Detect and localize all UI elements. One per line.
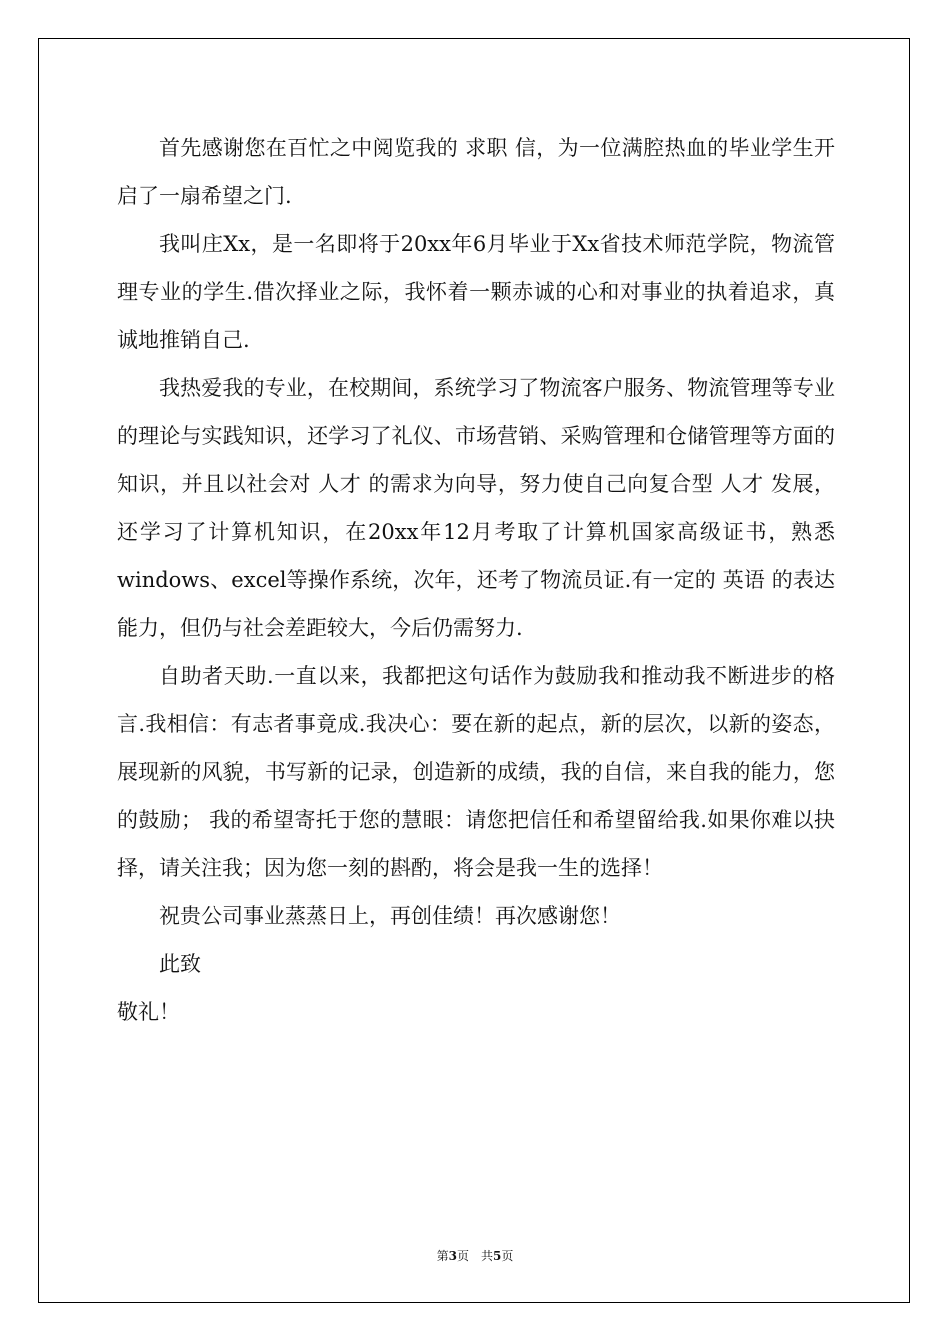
paragraph-self-introduction: 我叫庄Xx，是一名即将于20xx年6月毕业于Xx省技术师范学院，物流管理专业的学生.借次择业之际，我怀着一颗赤诚的心和对事业的执着追求，真诚地推销自己. — [117, 232, 835, 352]
closing-regards: 敬礼！ — [117, 1000, 180, 1024]
footer-total-pages: 5 — [493, 1249, 502, 1263]
page-footer — [0, 1247, 950, 1264]
paragraph-intro: 首先感谢您在百忙之中阅览我的 求职 信，为一位满腔热血的毕业学生开启了一扇希望之门. — [117, 136, 835, 208]
letter-body — [117, 124, 835, 1036]
footer-current-page: 3 — [448, 1249, 457, 1263]
footer-prefix: 第 — [436, 1249, 449, 1263]
paragraph-education: 我热爱我的专业，在校期间，系统学习了物流客户服务、物流管理等专业的理论与实践知识，还学习了礼仪、市场营销、采购管理和仓储管理等方面的知识，并且以社会对 人才 的需求为向导，努力使自己向复合型 人才 发展，还学习了计算机知识，在20xx年12月考取了计算机国家高级证书，熟悉windows、excel等操作系统，次年，还考了物流员证.有一定的 英语 的表达能力，但仍与社会差距较大，今后仍需努力. — [117, 376, 835, 640]
paragraph-wishes: 祝贵公司事业蒸蒸日上，再创佳绩！再次感谢您！ — [159, 904, 621, 928]
closing-salutation: 此致 — [159, 952, 201, 976]
footer-suffix: 页 — [501, 1249, 514, 1263]
footer-mid: 页 共 — [456, 1249, 493, 1263]
paragraph-motto: 自助者天助.一直以来，我都把这句话作为鼓励我和推动我不断进步的格言.我相信：有志者事竟成.我决心：要在新的起点，新的层次，以新的姿态，展现新的风貌，书写新的记录，创造新的成绩，我的自信，来自我的能力，您的鼓励； 我的希望寄托于您的慧眼：请您把信任和希望留给我.如果你难以抉择，请关注我；因为您一刻的斟酌，将会是我一生的选择！ — [117, 664, 835, 880]
